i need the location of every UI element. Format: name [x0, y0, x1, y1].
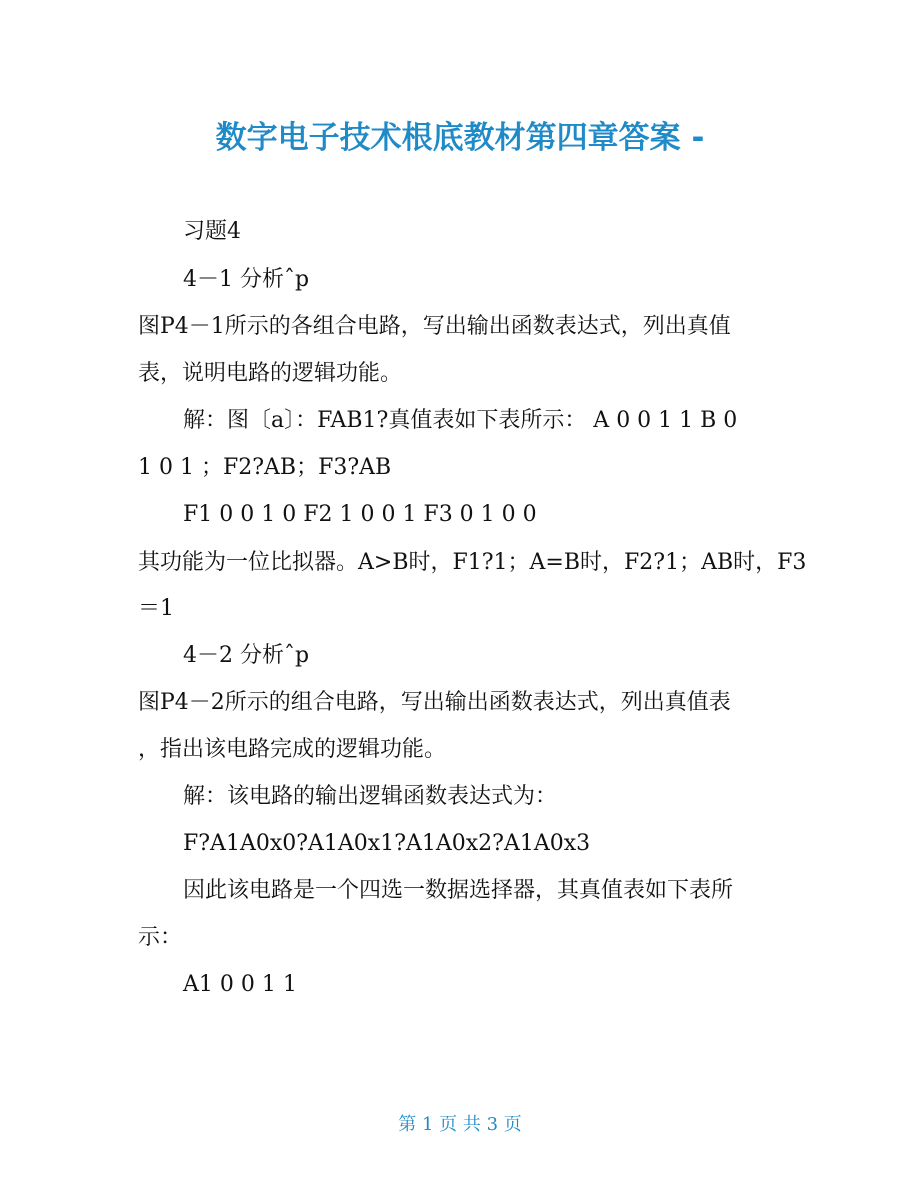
paragraph-line: 图P4－2所示的组合电路，写出输出函数表达式，列出真值表 [138, 690, 731, 715]
paragraph-line: 1 0 1 ；F2?AB；F3?AB [138, 455, 392, 480]
paragraph-line: 其功能为一位比拟器。A>B时，F1?1；A=B时，F2?1；AB时，F3 [138, 550, 807, 575]
paragraph-line: ＝1 [138, 596, 174, 621]
paragraph-line: 表，说明电路的逻辑功能。 [138, 361, 403, 386]
formula-line: F?A1A0x0?A1A0x1?A1A0x2?A1A0x3 [183, 831, 591, 856]
paragraph-line: A1 0 0 1 1 [183, 972, 297, 997]
exercise-heading: 习题4 [183, 219, 241, 244]
page-footer: 第 1 页 共 3 页 [398, 1114, 522, 1135]
paragraph-line: 因此该电路是一个四选一数据选择器，其真值表如下表所 [183, 878, 734, 903]
paragraph-line: 图P4－1所示的各组合电路，写出输出函数表达式，列出真值 [138, 314, 731, 339]
paragraph-line: 示： [138, 925, 183, 950]
paragraph-line: ，指出该电路完成的逻辑功能。 [138, 737, 447, 762]
paragraph-line: 解：图〔a〕：FAB1?真值表如下表所示： A 0 0 1 1 B 0 [183, 408, 738, 433]
problem-4-2-heading: 4－2 分析ˆp [183, 643, 310, 668]
paragraph-line: F1 0 0 1 0 F2 1 0 0 1 F3 0 1 0 0 [183, 502, 537, 527]
document-title: 数字电子技术根底教材第四章答案 - [215, 120, 705, 156]
paragraph-line: 解：该电路的输出逻辑函数表达式为： [183, 784, 558, 809]
problem-4-1-heading: 4－1 分析ˆp [183, 267, 310, 292]
